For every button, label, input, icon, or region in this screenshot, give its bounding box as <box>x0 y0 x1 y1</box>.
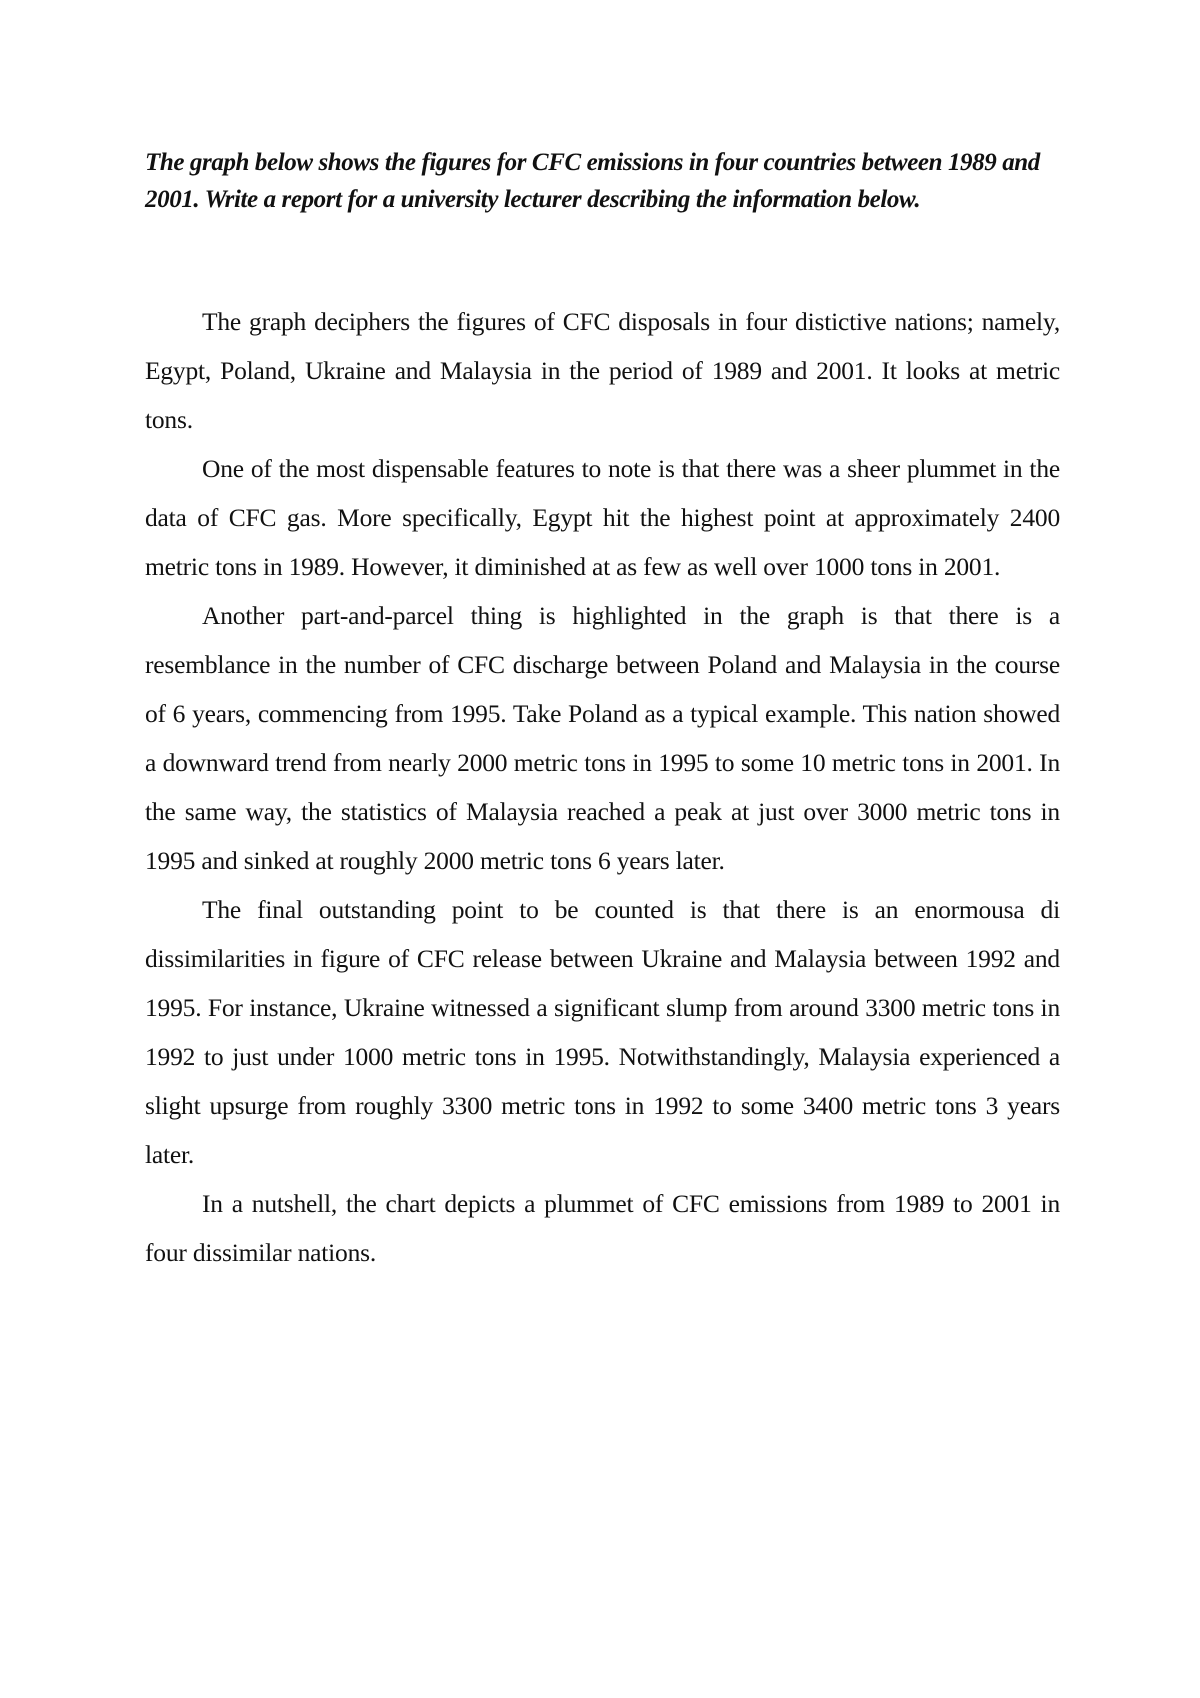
paragraph-poland-malaysia: Another part-and-parcel thing is highlighted in the graph is that there is a resemblance in the number of CFC discharge between Poland and Malaysia in the course of 6 years, commencing from 1995. Take Poland as a typical example. This nation showed a downward trend from nearly 2000 metric tons in 1995 to some 10 metric tons in 2001. In the same way, the statistics of Malaysia reached a peak at just over 3000 metric tons in 1995 and sinked at roughly 2000 metric tons 6 years later. <box>145 601 1060 875</box>
task-prompt: The graph below shows the figures for CFC emissions in four countries between 1989 and 2001. Write a report for a university lecturer describing the information below. <box>145 149 1040 213</box>
paragraph-egypt: One of the most dispensable features to note is that there was a sheer plummet in the data of CFC gas. More specifically, Egypt hit the highest point at approximately 2400 metric tons in 1989. However, it diminished at as few as well over 1000 tons in 2001. <box>145 454 1060 581</box>
essay-body <box>145 297 1060 1277</box>
paragraph-introduction: The graph deciphers the figures of CFC disposals in four distictive nations; namely, Egypt, Poland, Ukraine and Malaysia in the period of 1989 and 2001. It looks at metric tons. <box>145 307 1060 434</box>
paragraph-ukraine-malaysia: The final outstanding point to be counted is that there is an enormousa di dissimilarities in figure of CFC release between Ukraine and Malaysia between 1992 and 1995. For instance, Ukraine witnessed a significant slump from around 3300 metric tons in 1992 to just under 1000 metric tons in 1995. Notwithstandingly, Malaysia experienced a slight upsurge from roughly 3300 metric tons in 1992 to some 3400 metric tons 3 years later. <box>145 895 1060 1169</box>
paragraph-conclusion: In a nutshell, the chart depicts a plummet of CFC emissions from 1989 to 2001 in four dissimilar nations. <box>145 1189 1060 1267</box>
